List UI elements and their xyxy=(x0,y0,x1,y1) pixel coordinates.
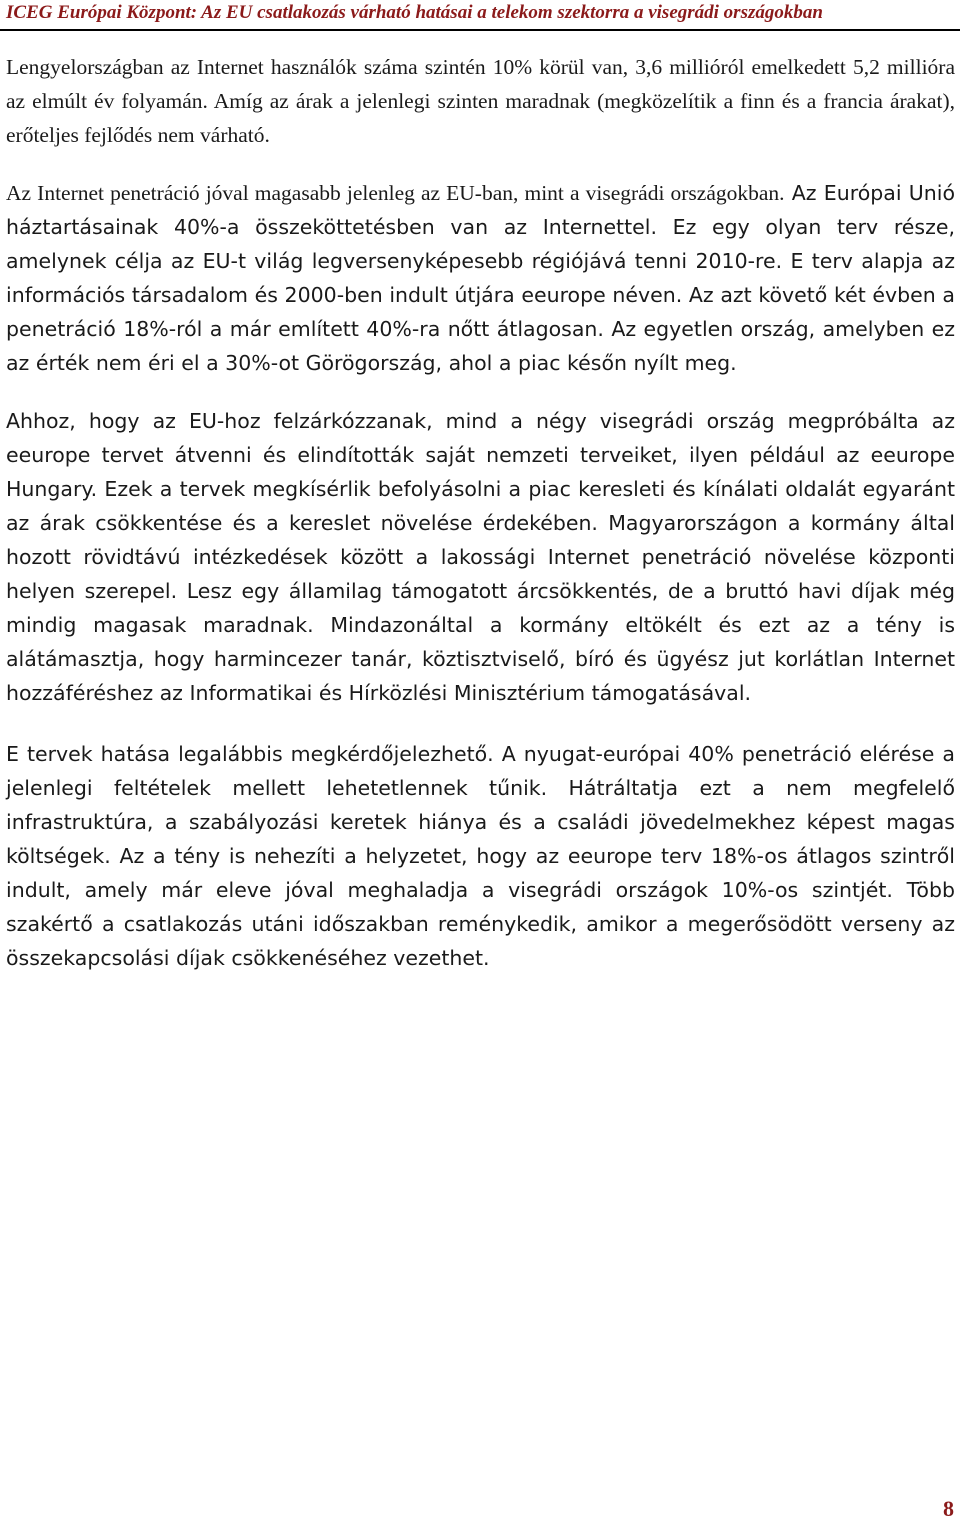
paragraph-eu-penetration-body: Az Európai Unió háztartásainak 40%-a összeköttetésben van az Internettel. Ez egy olyan terv része, amelynek célja az EU-t világ legversenyképesebb régiójává tenni 2010-re. E terv alapja az információs társadalom és 2000-ben indult útjára eeurope néven. Az azt követő két évben a penetráció 18%-ról a már említett 40%-ra nőtt átlagosan. Az egyetlen ország, amelyben ez az érték nem éri el a 30%-ot Görögország, ahol a piac későn nyílt meg. xyxy=(6,181,955,375)
running-header: ICEG Európai Központ: Az EU csatlakozás várható hatásai a telekom szektorra a visegrádi országokban xyxy=(6,2,823,23)
paragraph-plan-effects: E tervek hatása legalábbis megkérdőjelezhető. A nyugat-európai 40% penetráció elérése a jelenlegi feltételek mellett lehetetlennek tűnik. Hátráltatja ezt a nem megfelelő infrastruktúra, a szabályozási keretek hiánya és a családi jövedelmekhez képest magas költségek. Az a tény is nehezíti a helyzetet, hogy az eeurope terv 18%-os átlagos szintről indult, amely már eleve jóval meghaladja a visegrádi országok 10%-os szintjét. Több szakértő a csatlakozás utáni időszakban reménykedik, amikor a megerősödött verseny az összekapcsolási díjak csökkenéséhez vezethet. xyxy=(6,742,955,970)
document-body xyxy=(6,50,955,975)
page-number: 8 xyxy=(943,1496,954,1521)
paragraph-eu-penetration xyxy=(6,176,955,380)
paragraph-poland-internet: Lengyelországban az Internet használók száma szintén 10% körül van, 3,6 millióról emelkedett 5,2 millióra az elmúlt év folyamán. Amíg az árak a jelenlegi szinten maradnak (megközelítik a finn és a francia árakat), erőteljes fejlődés nem várható. xyxy=(6,55,955,147)
paragraph-catch-up-plans: Ahhoz, hogy az EU-hoz felzárkózzanak, mind a négy visegrádi ország megpróbálta az eeurope tervet átvenni és elindították saját nemzeti terveiket, ilyen például az eeurope Hungary. Ezek a tervek megkísérlik befolyásolni a piac keresleti és kínálati oldalát egyaránt az árak csökkentése és a kereslet növelése érdekében. Magyarországon a kormány által hozott rövidtávú intézkedések között a lakossági Internet penetráció növelése központi helyen szerepel. Lesz egy államilag támogatott árcsökkentés, de a bruttó havi díjak még mindig magasak maradnak. Mindazonáltal a kormány eltökélt és ezt az a tény is alátámasztja, hogy harmincezer tanár, köztisztviselő, bíró és ügyész jut korlátlan Internet hozzáféréshez az Informatikai és Hírközlési Minisztérium támogatásával. xyxy=(6,409,955,705)
paragraph-eu-penetration-intro: Az Internet penetráció jóval magasabb jelenleg az EU-ban, mint a visegrádi országokban. xyxy=(6,181,785,205)
header-divider xyxy=(0,29,960,31)
